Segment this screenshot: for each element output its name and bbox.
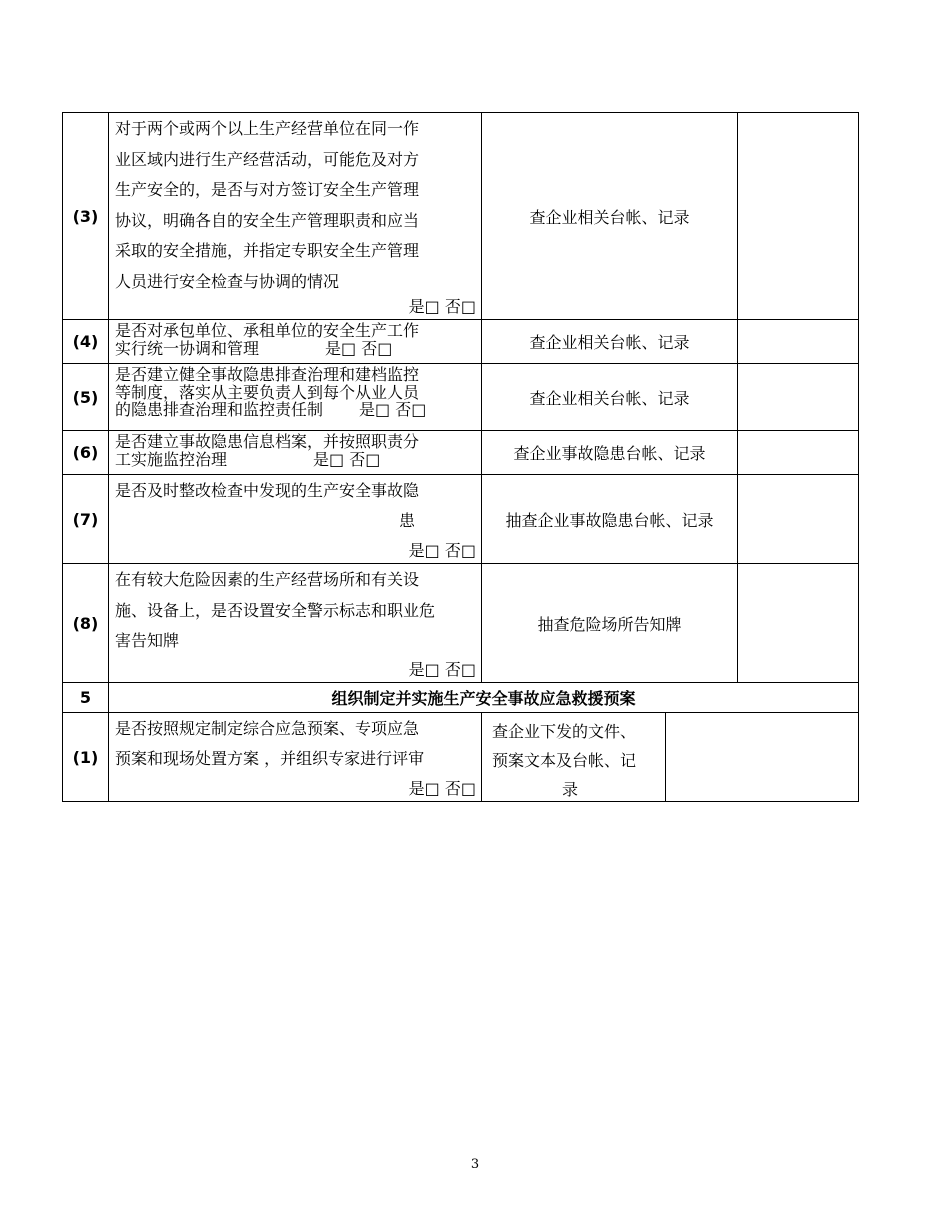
- page-number: 3: [470, 1157, 480, 1172]
- check-method: [482, 713, 666, 801]
- method-line: 预案文本及台帐、记: [492, 751, 637, 770]
- row-number: (7): [63, 475, 109, 563]
- row-number: (8): [63, 564, 109, 682]
- check-method: 抽查危险场所告知牌: [482, 564, 738, 682]
- yes-no-checkbox[interactable]: 是□ 否□: [408, 779, 476, 798]
- method-line: 录: [562, 780, 579, 799]
- check-item: [109, 320, 482, 363]
- table-row: [62, 112, 859, 320]
- item-line: 是否及时整改检查中发现的生产安全事故隐: [115, 481, 420, 500]
- item-line: 等制度，落实从主要负责人到每个从业人员: [115, 382, 420, 402]
- item-line: 是否建立事故隐患信息档案，并按照职责分: [115, 432, 420, 451]
- check-item: [109, 713, 482, 801]
- checklist-table: [62, 112, 859, 802]
- section-header-row: [62, 683, 859, 713]
- item-line: 生产安全的，是否与对方签订安全生产管理: [115, 180, 420, 199]
- check-method: 查企业相关台帐、记录: [482, 320, 738, 363]
- item-line: [115, 401, 477, 419]
- check-method: 查企业相关台帐、记录: [482, 113, 738, 319]
- check-method: 查企业事故隐患台帐、记录: [482, 431, 738, 474]
- check-item: [109, 564, 482, 682]
- method-line: 查企业下发的文件、: [492, 722, 637, 741]
- item-line: 是否建立健全事故隐患排查治理和建档监控: [115, 365, 420, 384]
- table-row: [62, 320, 859, 364]
- table-row: [62, 564, 859, 683]
- check-item: [109, 113, 482, 319]
- table-row: [62, 431, 859, 475]
- item-line: 人员进行安全检查与协调的情况: [115, 271, 340, 291]
- result-cell[interactable]: [738, 364, 858, 430]
- row-number: (4): [63, 320, 109, 363]
- check-item: [109, 475, 482, 563]
- row-number: (6): [63, 431, 109, 474]
- yes-no-checkbox[interactable]: 是□ 否□: [408, 297, 476, 316]
- item-line: [115, 451, 477, 469]
- item-line: 是否按照规定制定综合应急预案、专项应急: [115, 719, 420, 738]
- section-number: 5: [63, 683, 109, 712]
- result-cell[interactable]: [666, 713, 858, 801]
- check-item: [109, 364, 482, 430]
- item-line: 业区域内进行生产经营活动，可能危及对方: [115, 149, 420, 169]
- item-line: 预案和现场处置方案 ，并组织专家进行评审: [115, 749, 425, 768]
- item-line-text: 的隐患排查治理和监控责任制: [115, 400, 324, 419]
- result-cell[interactable]: [738, 431, 858, 474]
- item-line: 采取的安全措施，并指定专职安全生产管理: [115, 241, 420, 260]
- section-title: 组织制定并实施生产安全事故应急救援预案: [331, 689, 636, 708]
- yes-no-checkbox[interactable]: 是□ 否□: [359, 400, 427, 419]
- result-cell[interactable]: [738, 320, 858, 363]
- yes-no-checkbox[interactable]: 是□ 否□: [313, 449, 381, 469]
- yes-no-checkbox[interactable]: 是□ 否□: [325, 338, 393, 358]
- item-line: 对于两个或两个以上生产经营单位在同一作: [115, 119, 420, 138]
- check-item: [109, 431, 482, 474]
- item-line: 害告知牌: [115, 631, 180, 650]
- item-line: 在有较大危险因素的生产经营场所和有关设: [115, 570, 420, 589]
- row-number: (1): [63, 713, 109, 801]
- item-line-text: 工实施监控治理: [115, 449, 228, 469]
- result-cell[interactable]: [738, 113, 858, 319]
- item-line: 患: [398, 511, 415, 530]
- result-cell[interactable]: [738, 564, 858, 682]
- item-line-text: 实行统一协调和管理: [115, 338, 260, 358]
- yes-no-checkbox[interactable]: 是□ 否□: [408, 541, 476, 560]
- check-method: 查企业相关台帐、记录: [482, 364, 738, 430]
- table-row: [62, 713, 859, 802]
- table-row: [62, 475, 859, 564]
- item-line: 协议，明确各自的安全生产管理职责和应当: [115, 210, 420, 230]
- yes-no-checkbox[interactable]: 是□ 否□: [408, 660, 476, 679]
- item-line: 施、设备上，是否设置安全警示标志和职业危: [115, 600, 436, 620]
- check-method: 抽查企业事故隐患台帐、记录: [482, 475, 738, 563]
- row-number: (3): [63, 113, 109, 319]
- row-number: (5): [63, 364, 109, 430]
- item-line: 是否对承包单位、承租单位的安全生产工作: [115, 321, 420, 340]
- result-cell[interactable]: [738, 475, 858, 563]
- table-row: [62, 364, 859, 431]
- item-line: [115, 340, 477, 358]
